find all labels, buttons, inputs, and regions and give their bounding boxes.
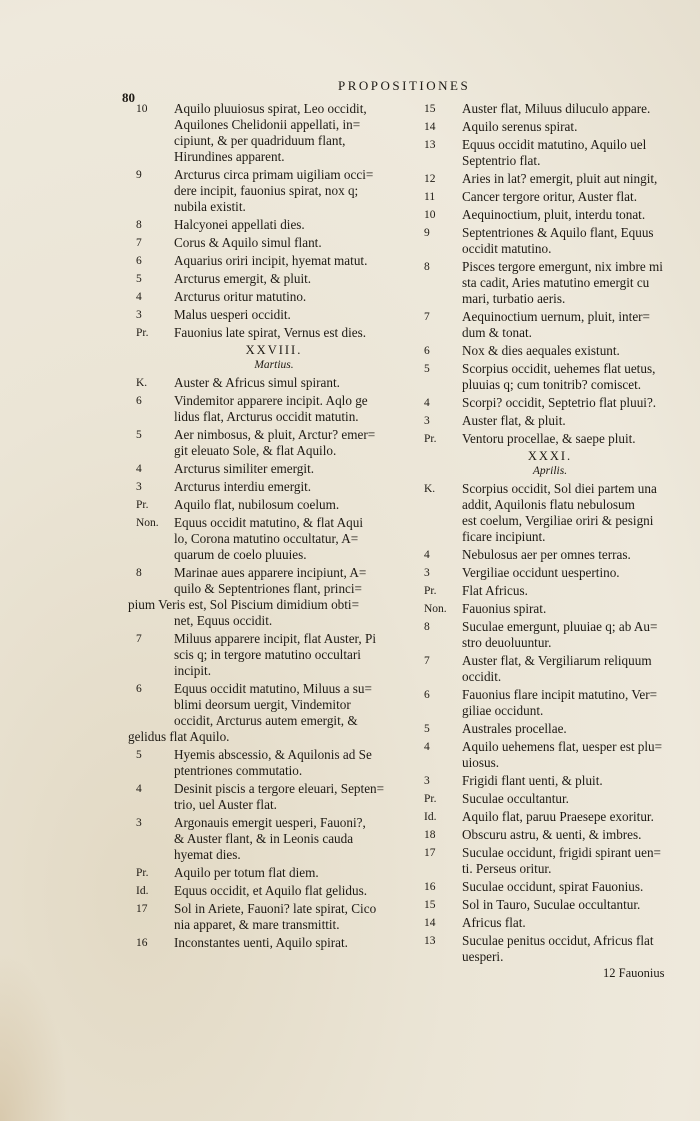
day-number: 3 [136,309,142,321]
entry-line: Arcturus emergit, & pluit. [174,271,312,286]
day-number: 5 [136,429,142,441]
entry-line: ptentriones commutatio. [174,763,303,778]
entry-line: Corus & Aquilo simul flant. [174,235,322,250]
calendar-entry [416,309,684,341]
calendar-entry [416,101,684,117]
day-number: K. [136,377,148,389]
calendar-entry [128,781,420,813]
day-number: 5 [424,363,430,375]
calendar-entry [416,791,684,807]
entry-line: Aquilo pluuiosus spirat, Leo occidit, [174,101,367,116]
entry-line: Sol in Tauro, Suculae occultantur. [462,897,641,912]
calendar-entry [128,935,420,951]
entry-line: cipiunt, & per quadriduum flant, [174,133,346,148]
day-number: Pr. [136,327,149,339]
day-number: 8 [424,621,430,633]
entry-line: Auster flat, & pluit. [462,413,566,428]
entry-line: Halcyonei appellati dies. [174,217,305,232]
day-number: 7 [424,655,430,667]
entry-line: Equus occidit matutino, Aquilo uel [462,137,647,152]
day-number: Pr. [136,499,149,511]
entry-line: pluuias q; cum tonitrib? comiscet. [462,377,642,392]
calendar-entry [128,747,420,779]
entry-line: Scorpius occidit, Sol diei partem una [462,481,657,496]
entry-line: Scorpius occidit, uehemes flat uetus, [462,361,656,376]
day-number: 5 [136,749,142,761]
calendar-entry [416,845,684,877]
entry-line: Aries in lat? emergit, pluit aut ningit, [462,171,658,186]
entry-line: Hirundines apparent. [174,149,285,164]
calendar-entry [128,479,420,495]
day-number: 15 [424,899,436,911]
entry-line: sta cadit, Aries matutino emergit cu [462,275,650,290]
calendar-entry [128,271,420,287]
day-number: Pr. [424,585,437,597]
calendar-entry [128,253,420,269]
calendar-entry [416,933,684,965]
entry-line: Aquilo serenus spirat. [462,119,578,134]
entry-line: Frigidi flant uenti, & pluit. [462,773,603,788]
day-number: 6 [136,683,142,695]
day-number: 14 [424,917,436,929]
day-number: 5 [424,723,430,735]
calendar-entry [416,137,684,169]
calendar-entry [128,515,420,563]
entry-line: Argonauis emergit uesperi, Fauoni?, [174,815,366,830]
calendar-entry [416,343,684,359]
entry-line: Aquarius oriri incipit, hyemat matut. [174,253,368,268]
entry-line: Inconstantes uenti, Aquilo spirat. [174,935,348,950]
day-number: 13 [424,935,436,947]
calendar-entry [416,431,684,447]
calendar-entry [128,307,420,323]
entry-line: dum & tonat. [462,325,532,340]
day-number: 4 [136,783,142,795]
day-number: Pr. [424,433,437,445]
entry-line: Fauonius spirat. [462,601,547,616]
entry-line: Obscuru astru, & uenti, & imbres. [462,827,642,842]
entry-line: Aquilo flat, nubilosum coelum. [174,497,340,512]
calendar-entry [416,565,684,581]
day-number: 17 [424,847,436,859]
day-number: 10 [424,209,436,221]
day-number: 7 [136,633,142,645]
calendar-entry [128,461,420,477]
calendar-entry [416,827,684,843]
entry-line: occidit, Arcturus autem emergit, & [174,713,358,728]
calendar-entry [416,119,684,135]
calendar-entry [128,631,420,679]
entry-line: occidit matutino. [462,241,552,256]
entry-line: Equus occidit matutino, & flat Aqui [174,515,363,530]
day-number: 7 [424,311,430,323]
entry-line: Arcturus similiter emergit. [174,461,315,476]
day-number: 8 [136,219,142,231]
day-number: 17 [136,903,148,915]
entry-line: quarum de coelo pluuies. [174,547,307,562]
calendar-entry [416,601,684,617]
entry-line: hyemat dies. [174,847,241,862]
calendar-entry [416,481,684,545]
entry-line: Fauonius flare incipit matutino, Ver= [462,687,658,702]
day-number: Non. [424,603,447,615]
entry-line: Suculae occidunt, spirat Fauonius. [462,879,644,894]
entry-line: uesperi. [462,949,504,964]
entry-line: Auster flat, & Vergiliarum reliquum [462,653,652,668]
entry-line: Marinae aues apparere incipiunt, A= [174,565,367,580]
calendar-entry [128,101,420,165]
day-number: 11 [424,191,436,203]
entry-line: addit, Aquilonis flatu nebulosum [462,497,635,512]
day-number: 6 [136,395,142,407]
entry-line: scis q; in tergore matutino occultari [174,647,361,662]
section-heading: XXVIII. [245,343,303,357]
day-number: 7 [136,237,142,249]
day-number: 4 [424,549,430,561]
section-heading: XXXI. [527,449,573,463]
entry-line: nubila existit. [174,199,246,214]
calendar-entry [416,225,684,257]
entry-line: Vindemitor apparere incipit. Aqlo ge [174,393,368,408]
entry-line: Nox & dies aequales existunt. [462,343,620,358]
calendar-entry [416,259,684,307]
entry-line: Equus occidit, et Aquilo flat gelidus. [174,883,368,898]
day-number: 9 [424,227,430,239]
entry-line: Septentrio flat. [462,153,541,168]
entry-line: incipit. [174,663,211,678]
month-heading: Aprilis. [532,465,568,477]
calendar-entry [416,189,684,205]
calendar-entry [416,915,684,931]
entry-line: quilo & Septentriones flant, princi= [174,581,362,596]
entry-line: & Auster flant, & in Leonis cauda [174,831,354,846]
entry-line: Aquilo flat, paruu Praesepe exoritur. [462,809,654,824]
entry-line: git eleuato Sole, & flat Aquilo. [174,443,337,458]
calendar-entry [128,375,420,391]
running-head: PROPOSITIONES [338,78,471,93]
calendar-entry [416,207,684,223]
calendar-entry [416,879,684,895]
catchword: 12 Fauonius [603,966,665,980]
day-number: Pr. [424,793,437,805]
page-stain [0,951,70,1121]
entry-line: ficare incipiunt. [462,529,546,544]
calendar-entry [416,395,684,411]
calendar-entry [128,901,420,933]
entry-line: Auster & Africus simul spirant. [174,375,340,390]
entry-line: Aequinoctium uernum, pluit, inter= [462,309,650,324]
entry-line: Suculae penitus occidut, Africus flat [462,933,654,948]
calendar-entry [128,565,420,629]
entry-line: Malus uesperi occidit. [174,307,291,322]
calendar-entry [416,897,684,913]
entry-line: blimi deorsum uergit, Vindemitor [174,697,351,712]
day-number: 3 [136,817,142,829]
calendar-entry [128,217,420,233]
calendar-entry [128,883,420,899]
entry-line: dere incipit, fauonius spirat, nox q; [174,183,359,198]
day-number: Pr. [136,867,149,879]
day-number: 3 [424,415,430,427]
entry-line: giliae occidunt. [462,703,544,718]
entry-line: Ventoru procellae, & saepe pluit. [462,431,636,446]
calendar-entry [128,393,420,425]
entry-line: net, Equus occidit. [174,613,273,628]
calendar-entry [128,815,420,863]
entry-line: Equus occidit matutino, Miluus a su= [174,681,372,696]
calendar-entry [416,619,684,651]
day-number: 14 [424,121,436,133]
calendar-entry [416,361,684,393]
day-number: Non. [136,517,159,529]
day-number: 16 [136,937,148,949]
calendar-entry [128,167,420,215]
day-number: 10 [136,103,148,115]
entry-line: Miluus apparere incipit, flat Auster, Pi [174,631,377,646]
entry-line: Aquilo per totum flat diem. [174,865,319,880]
day-number: 6 [424,689,430,701]
day-number: Id. [136,885,149,897]
entry-line: Vergiliae occidunt uespertino. [462,565,620,580]
day-number: 15 [424,103,436,115]
entry-line: Suculae occidunt, frigidi spirant uen= [462,845,661,860]
calendar-entry [416,583,684,599]
calendar-entry [416,687,684,719]
entry-line: stro deuoluuntur. [462,635,552,650]
entry-line: Africus flat. [462,915,526,930]
day-number: 12 [424,173,436,185]
entry-line: Aequinoctium, pluit, interdu tonat. [462,207,646,222]
entry-line: Suculae emergunt, pluuiae q; ab Au= [462,619,658,634]
day-number: 4 [424,741,430,753]
entry-line: Pisces tergore emergunt, nix imbre mi [462,259,663,274]
entry-line: pium Veris est, Sol Piscium dimidium obti= [128,597,360,612]
folio-number: 80 [122,90,135,105]
day-number: 13 [424,139,436,151]
day-number: 9 [136,169,142,181]
entry-line: Arcturus interdiu emergit. [174,479,312,494]
entry-line: uiosus. [462,755,500,770]
right-column [416,101,684,967]
calendar-entry [128,289,420,305]
entry-line: Septentriones & Aquilo flant, Equus [462,225,654,240]
entry-line: Cancer tergore oritur, Auster flat. [462,189,637,204]
day-number: 4 [424,397,430,409]
entry-line: lo, Corona matutino occultatur, A= [174,531,359,546]
calendar-entry [416,721,684,737]
entry-line: nia apparet, & mare transmittit. [174,917,340,932]
calendar-entry [416,547,684,563]
calendar-entry [416,653,684,685]
entry-line: Aer nimbosus, & pluit, Arctur? emer= [174,427,376,442]
day-number: 6 [424,345,430,357]
day-number: 5 [136,273,142,285]
day-number: 6 [136,255,142,267]
entry-line: Auster flat, Miluus diluculo appare. [462,101,651,116]
day-number: 4 [136,291,142,303]
entry-line: Sol in Ariete, Fauoni? late spirat, Cico [174,901,377,916]
calendar-entry [128,325,420,341]
entry-line: ti. Perseus oritur. [462,861,552,876]
entry-line: Arcturus circa primam uigiliam occi= [174,167,374,182]
entry-line: est coelum, Vergiliae oriri & pesigni [462,513,654,528]
calendar-entry [128,427,420,459]
entry-line: Fauonius late spirat, Vernus est dies. [174,325,367,340]
day-number: 3 [136,481,142,493]
calendar-entry [416,773,684,789]
day-number: 3 [424,567,430,579]
day-number: 3 [424,775,430,787]
entry-line: Desinit piscis a tergore eleuari, Septen= [174,781,385,796]
calendar-entry [128,497,420,513]
entry-line: Arcturus oritur matutino. [174,289,307,304]
entry-line: trio, uel Auster flat. [174,797,277,812]
day-number: 8 [136,567,142,579]
entry-line: Suculae occultantur. [462,791,569,806]
entry-line: gelidus flat Aquilo. [128,729,230,744]
entry-line: Scorpi? occidit, Septetrio flat pluui?. [462,395,657,410]
calendar-entry [128,681,420,745]
calendar-entry [416,809,684,825]
day-number: 8 [424,261,430,273]
calendar-entry [128,865,420,881]
entry-line: Aquilones Chelidonii appellati, in= [174,117,361,132]
calendar-entry [416,171,684,187]
calendar-entry [416,739,684,771]
entry-line: Australes procellae. [462,721,567,736]
day-number: Id. [424,811,437,823]
entry-line: mari, turbatio aeris. [462,291,566,306]
calendar-entry [416,413,684,429]
day-number: 18 [424,829,436,841]
left-column [128,101,420,953]
month-heading: Martius. [254,359,294,371]
entry-line: Flat Africus. [462,583,528,598]
entry-line: Aquilo uehemens flat, uesper est plu= [462,739,663,754]
day-number: K. [424,483,436,495]
entry-line: Hyemis abscessio, & Aquilonis ad Se [174,747,372,762]
entry-line: lidus flat, Arcturus occidit matutin. [174,409,359,424]
calendar-entry [128,235,420,251]
day-number: 4 [136,463,142,475]
entry-line: Nebulosus aer per omnes terras. [462,547,631,562]
day-number: 16 [424,881,436,893]
entry-line: occidit. [462,669,502,684]
